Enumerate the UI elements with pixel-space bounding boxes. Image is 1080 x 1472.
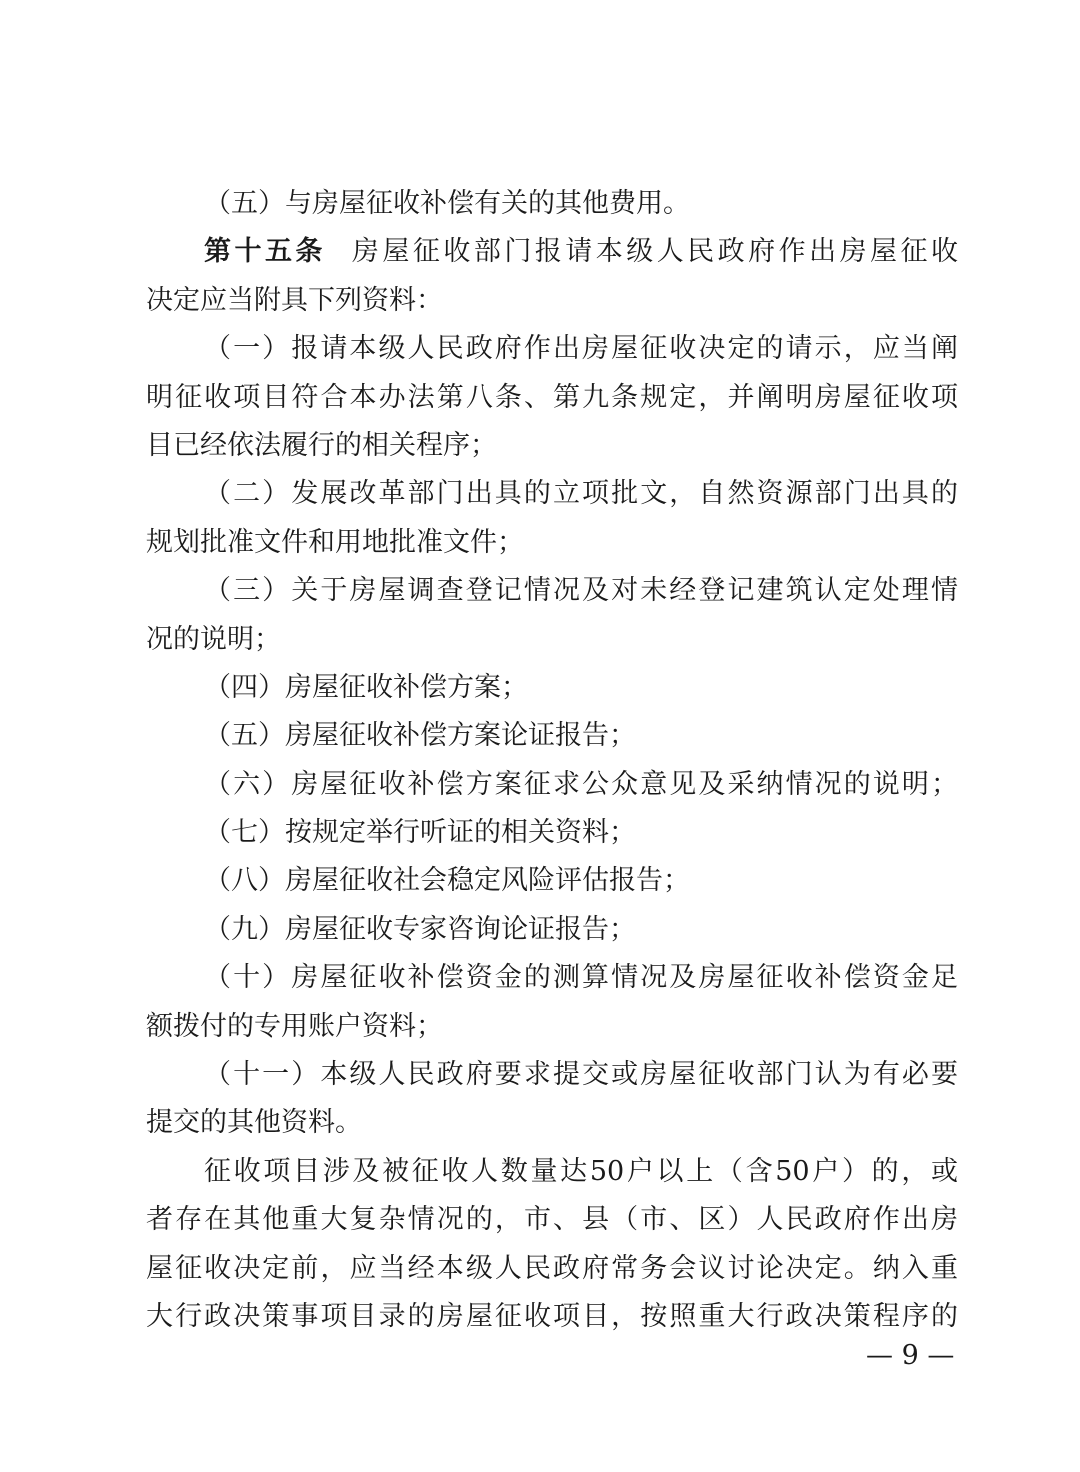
line-text: （一）报请本级人民政府作出房屋征收决定的请示，应当阐 — [204, 333, 958, 365]
text-line — [146, 954, 958, 1002]
text-line — [146, 1293, 958, 1341]
text-line — [146, 1245, 958, 1293]
text-line — [146, 1196, 958, 1244]
text-line — [146, 809, 958, 857]
text-line — [146, 470, 958, 518]
line-text: （十）房屋征收补偿资金的测算情况及房屋征收补偿资金足 — [204, 962, 958, 994]
line-text: 大行政决策事项目录的房屋征收项目，按照重大行政决策程序的 — [146, 1300, 958, 1332]
line-text: 额拨付的专用账户资料； — [146, 1010, 443, 1042]
text-line — [146, 519, 958, 567]
text-line — [146, 567, 958, 615]
text-line — [146, 180, 958, 228]
line-text: 况的说明； — [146, 623, 281, 655]
text-line — [146, 712, 958, 760]
line-text: （六）房屋征收补偿方案征求公众意见及采纳情况的说明； — [204, 768, 958, 800]
text-line — [146, 228, 958, 276]
text-line — [146, 277, 958, 325]
text-line — [146, 1051, 958, 1099]
line-text: （二）发展改革部门出具的立项批文，自然资源部门出具的 — [204, 478, 958, 510]
line-text: 提交的其他资料。 — [146, 1107, 362, 1139]
line-text: （九）房屋征收专家咨询论证报告； — [204, 913, 636, 945]
text-line — [146, 1148, 958, 1196]
line-text: 决定应当附具下列资料： — [146, 284, 443, 316]
article-heading: 第十五条 — [204, 236, 326, 268]
line-text: （五）与房屋征收补偿有关的其他费用。 — [204, 188, 690, 219]
line-text: （十一）本级人民政府要求提交或房屋征收部门认为有必要 — [204, 1059, 958, 1091]
text-line — [146, 422, 958, 470]
text-line — [146, 1099, 958, 1147]
text-line — [146, 616, 958, 664]
text-line — [146, 1003, 958, 1051]
text-line — [146, 664, 958, 712]
line-text: 规划批准文件和用地批准文件； — [146, 526, 524, 558]
line-text: （三）关于房屋调查登记情况及对未经登记建筑认定处理情 — [204, 575, 958, 607]
text-line — [146, 906, 958, 954]
text-line — [146, 761, 958, 809]
text-line — [146, 374, 958, 422]
text-line — [146, 325, 958, 373]
line-text: 屋征收决定前，应当经本级人民政府常务会议讨论决定。纳入重 — [146, 1252, 958, 1284]
line-text: （四）房屋征收补偿方案； — [204, 671, 528, 703]
line-text: （八）房屋征收社会稳定风险评估报告； — [204, 865, 690, 897]
line-text: 者存在其他重大复杂情况的，市、县（市、区）人民政府作出房 — [146, 1204, 958, 1236]
line-text: 明征收项目符合本办法第八条、第九条规定，并阐明房屋征收项 — [146, 381, 958, 413]
page-number: — 9 — — [866, 1340, 955, 1371]
line-text: （七）按规定举行听证的相关资料； — [204, 817, 636, 849]
line-text: （五）房屋征收补偿方案论证报告； — [204, 720, 636, 752]
line-text: 目已经依法履行的相关程序； — [146, 429, 497, 461]
line-text: 征收项目涉及被征收人数量达50户以上（含50户）的，或 — [204, 1155, 958, 1187]
text-line — [146, 857, 958, 905]
body-text — [146, 180, 958, 1341]
line-text: 房屋征收部门报请本级人民政府作出房屋征收 — [351, 236, 959, 268]
